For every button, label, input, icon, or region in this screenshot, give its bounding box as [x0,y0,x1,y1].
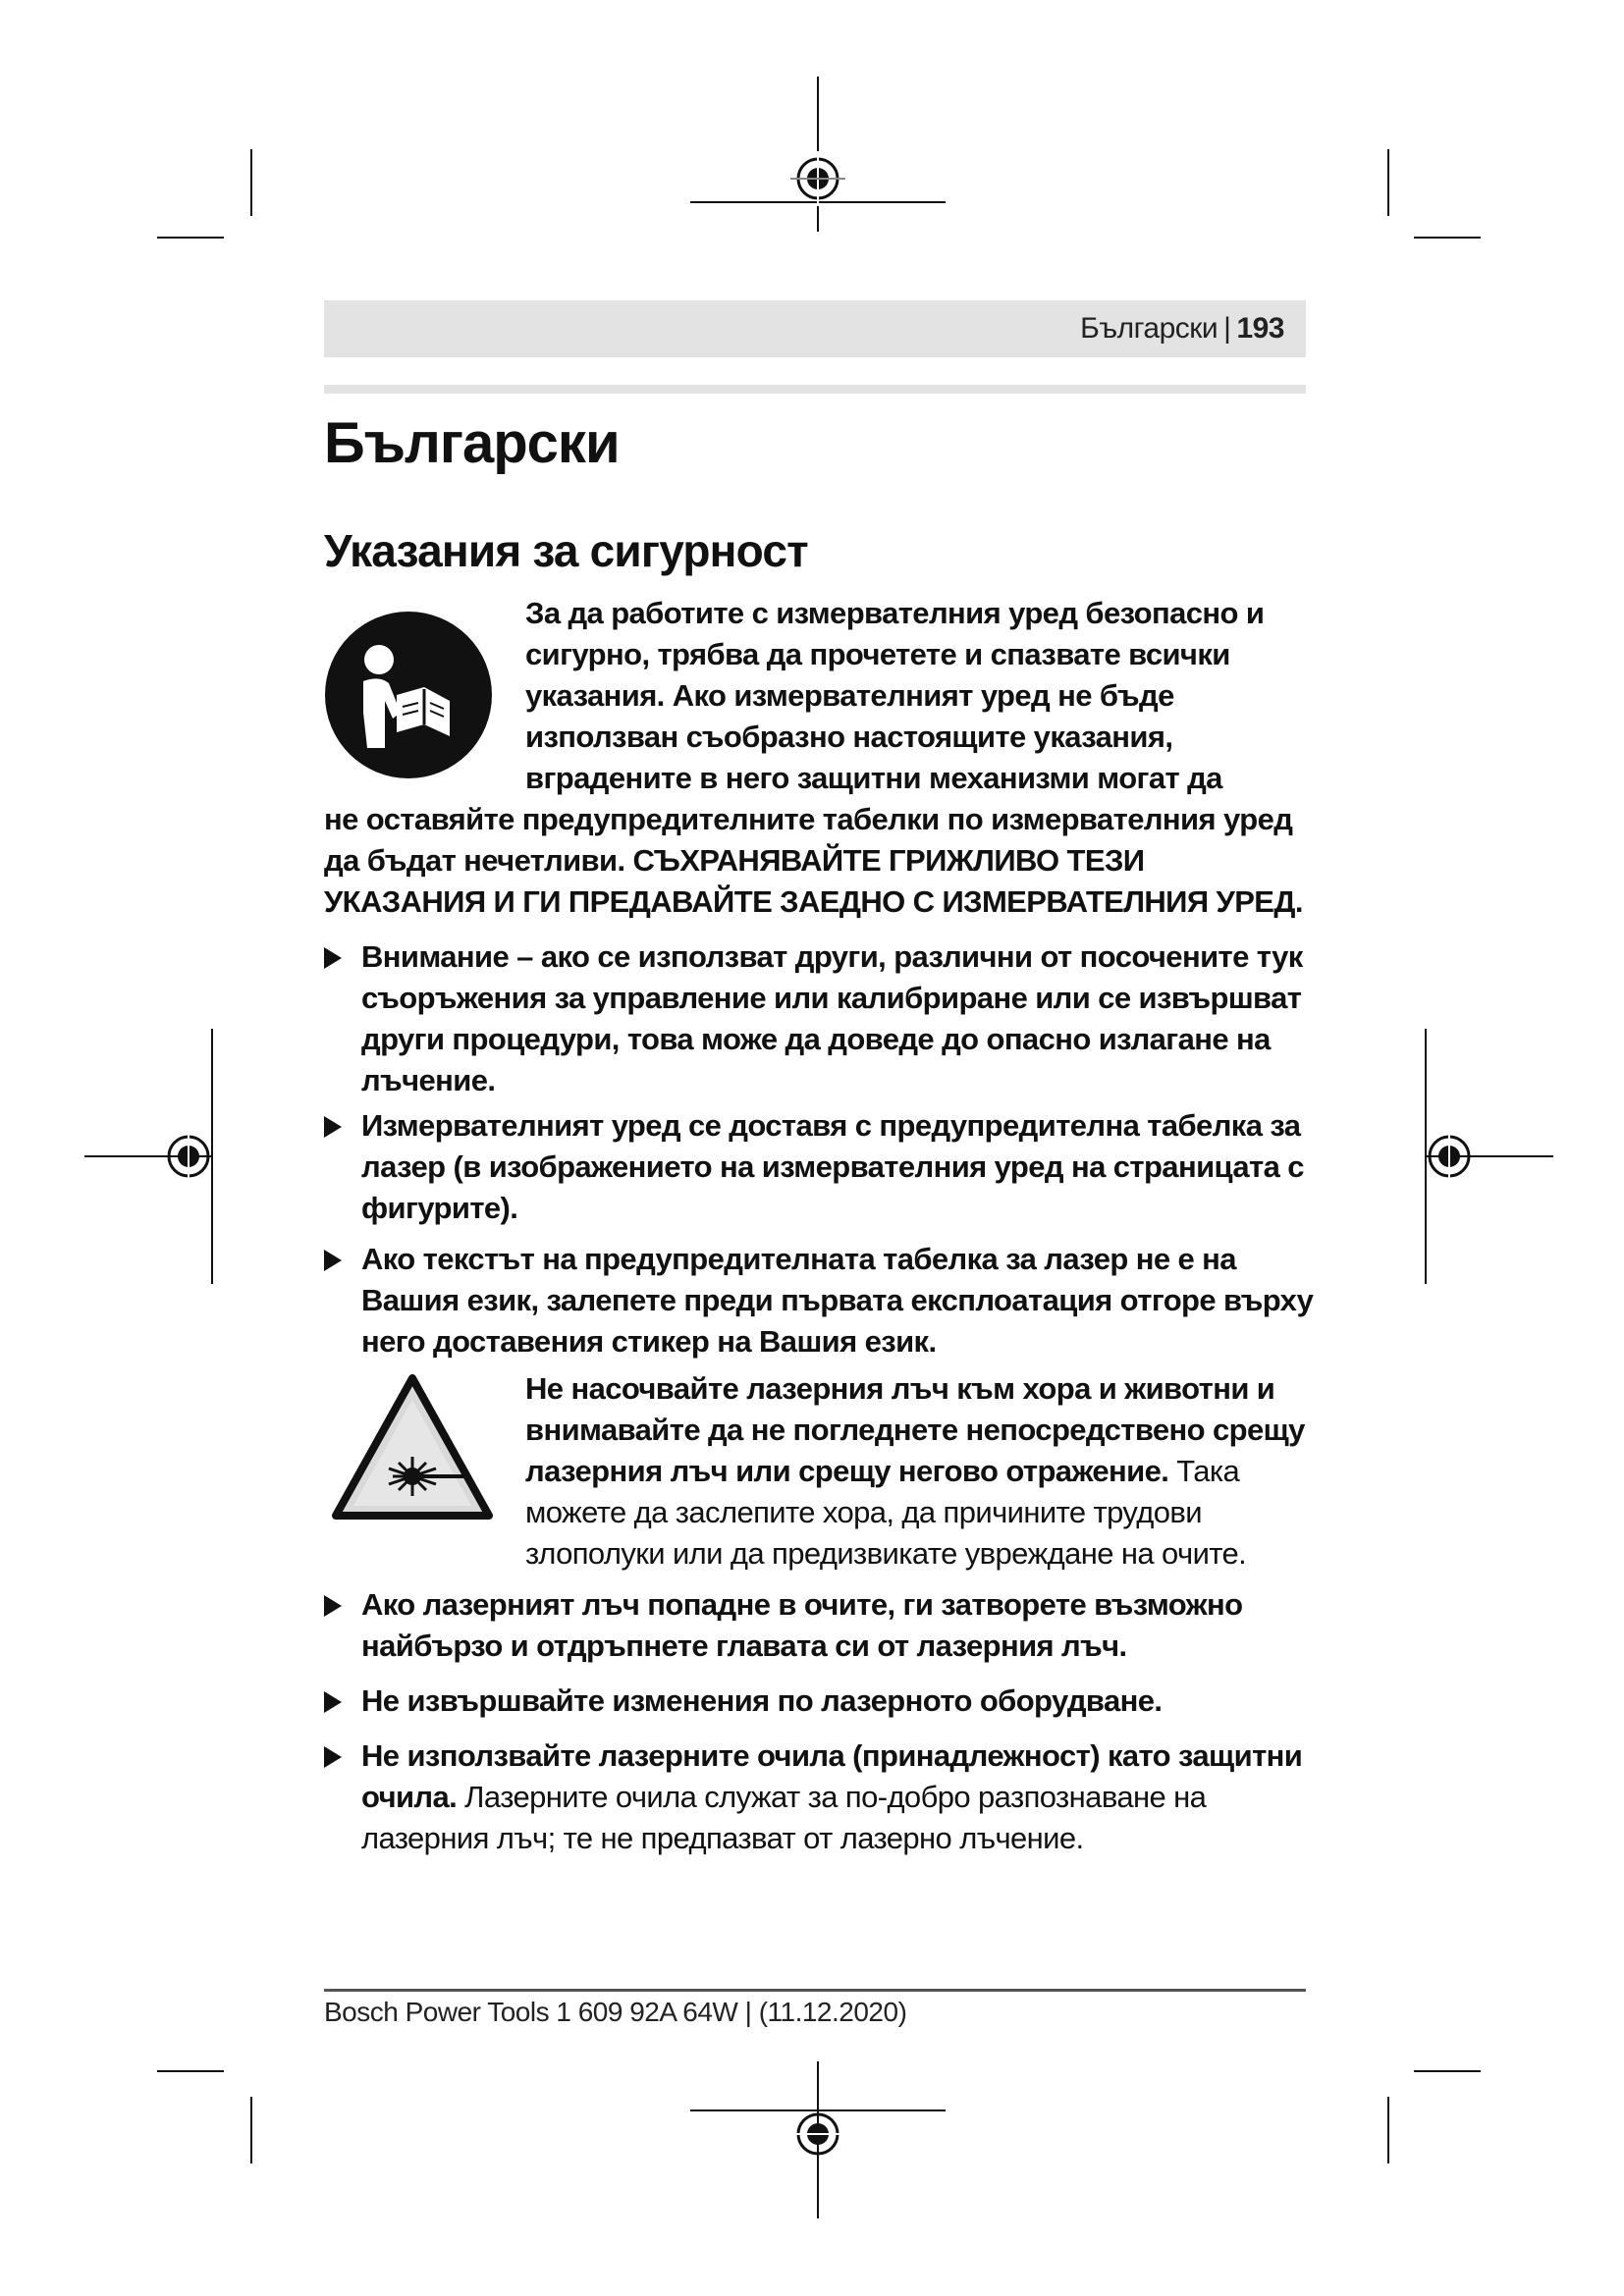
bullet-arrow-icon [324,1691,342,1713]
intro-text-continued: не оставяйте предупредителните табелки по измервателния уред да бъдат нечетливи. СЪХРАНЯВАЙТЕ ГРИЖЛИВО ТЕЗИ УКАЗАНИЯ И ГИ ПРЕДАВАЙТЕ ЗАЕДНО С ИЗМЕРВАТЕЛНИЯ УРЕД. [324,802,1303,919]
list-item-text [361,1584,1326,1667]
list-item-bold: Ако лазерният лъч попадне в очите, ги затворете възможно найбързо и отдръпнете главата си от лазерния лъч. [361,1587,1243,1663]
list-item-normal: Лазерните очила служат за по-добро разпознаване на лазерния лъч; те не предпазват от лазерно лъчение. [361,1780,1207,1855]
header-divider [324,385,1306,394]
list-item [324,1735,1326,1859]
laser-warning-normal: Така можете да заслепите хора, да причините трудови злополуки или да предизвикате увреждане на очите. [525,1454,1247,1571]
intro-text: За да работите с измервателния уред безопасно и сигурно, трябва да прочетете и спазвате всички указания. Ако измервателният уред не бъде използван съобразно настоящите указания, вградените в него защитни механизми могат да [525,596,1265,795]
bullet-arrow-icon [324,1116,342,1138]
list-item [324,1239,1326,1362]
intro-paragraph [525,593,1306,799]
bullet-arrow-icon [324,1746,342,1768]
list-item-text: Измервателният уред се доставя с предупредителна табелка за лазер (в изображението на измервателния уред на страницата с фигурите). [361,1108,1304,1225]
list-item [324,1681,1326,1722]
list-item-text [361,1735,1326,1859]
bullet-arrow-icon [324,1250,342,1271]
intro-paragraph-continued [324,799,1306,923]
laser-warning-bold: Не насочвайте лазерния лъч към хора и животни и внимавайте да не погледнете непосредствено срещу лазерния лъч или срещу негово отражение. [525,1371,1305,1488]
list-item [324,1584,1326,1667]
list-item-bold: Не извършвайте изменения по лазерното оборудване. [361,1683,1163,1718]
page-title: Български [324,411,620,475]
footer-divider [324,1989,1306,1992]
page-number: 193 [1236,312,1284,345]
footer-text: Bosch Power Tools 1 609 92A 64W | (11.12.2020) [324,1997,907,2027]
list-item-text [361,1681,1326,1722]
laser-warning-text [525,1368,1311,1575]
bullet-arrow-icon [324,1595,342,1617]
registration-mark-icon [1430,1129,1469,1184]
header-language: Български [1080,312,1218,345]
list-item [324,936,1326,1101]
bullet-arrow-icon [324,947,342,969]
header-label: Български | 193 [1080,312,1284,345]
read-manual-icon [324,611,493,779]
list-item-bold: Не използвайте лазерните очила (принадлежност) като защитни очила. [361,1738,1303,1814]
list-item-text: Внимание – ако се използват други, различни от посочените тук съоръжения за управление или калибриране или се извършват други процедури, това може да доведе до опасно излагане на лъчение. [361,939,1303,1097]
laser-warning-icon [332,1374,493,1520]
registration-mark-icon [169,1129,208,1184]
list-item [324,1105,1326,1229]
registration-mark-icon [790,2114,845,2154]
page-header [324,300,1306,357]
list-item-text: Ако текстът на предупредителната табелка за лазер не е на Вашия език, залепете преди първата експлоатация отгоре върху него доставения стикер на Вашия език. [361,1242,1314,1359]
section-title: Указания за сигурност [324,525,808,576]
registration-mark-icon [790,151,845,206]
